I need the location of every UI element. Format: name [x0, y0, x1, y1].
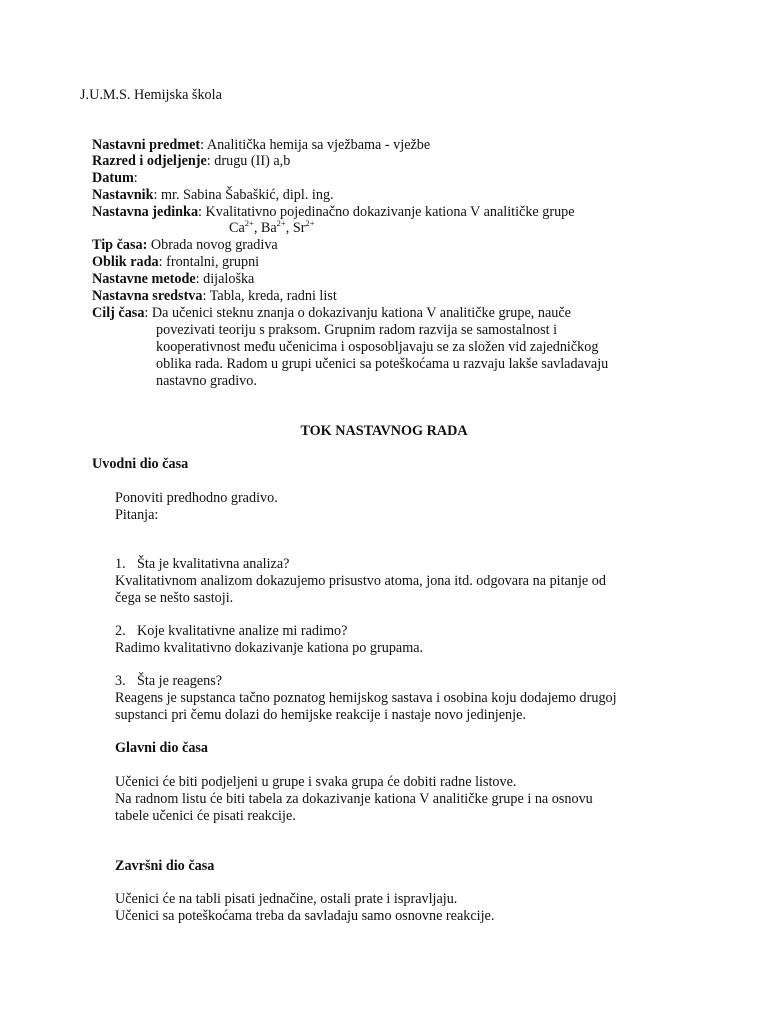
- ion-sr-charge: 2+: [305, 218, 315, 228]
- info-cilj: [92, 305, 571, 322]
- metode-value: : dijaloška: [195, 271, 255, 287]
- answer-line: čega se nešto sastoji.: [115, 590, 234, 606]
- cilj-line: kooperativnost među učenicima i osposobljavaju se za složen vid zajedničkog: [156, 339, 599, 355]
- info-sredstva: [92, 288, 337, 305]
- uvodni-line: Ponoviti predhodno gradivo.: [115, 490, 278, 506]
- question-1: [115, 556, 289, 573]
- datum-label: Datum: [92, 170, 134, 186]
- question-3: [115, 673, 222, 690]
- sredstva-label: Nastavna sredstva: [92, 288, 203, 304]
- question-2: [115, 623, 347, 640]
- answer-line: supstanci pri čemu dolazi do hemijske reakcije i nastaje novo jedinjenje.: [115, 707, 526, 723]
- datum-value: :: [133, 170, 138, 186]
- ion-ca-charge: 2+: [244, 218, 254, 228]
- question-text: Koje kvalitativne analize mi radimo?: [137, 623, 348, 639]
- glavni-heading: Glavni dio časa: [115, 740, 209, 756]
- sredstva-value: : Tabla, kreda, radni list: [202, 288, 337, 304]
- info-tip: [92, 237, 278, 254]
- school-name: J.U.M.S. Hemijska škola: [80, 87, 222, 103]
- oblik-label: Oblik rada: [92, 254, 159, 270]
- ion-ca: Ca: [229, 220, 245, 236]
- info-razred: [92, 153, 290, 170]
- cilj-label: Cilj časa: [92, 305, 145, 321]
- jedinka-value: : Kvalitativno pojedinačno dokazivanje kationa V analitičke grupe: [198, 204, 575, 220]
- glavni-line: Na radnom listu će biti tabela za dokazivanje kationa V analitičke grupe i na osnovu: [115, 791, 593, 807]
- answer-line: Radimo kvalitativno dokazivanje kationa po grupama.: [115, 640, 424, 656]
- nastavnik-value: : mr. Sabina Šabaškić, dipl. ing.: [153, 187, 334, 203]
- predmet-label: Nastavni predmet: [92, 137, 201, 153]
- ion-sr: Sr: [292, 220, 306, 236]
- zavrsni-line: Učenici će na tabli pisati jednačine, ostali prate i ispravljaju.: [115, 891, 458, 907]
- info-metode: [92, 271, 254, 288]
- cilj-line: povezivati teoriju s praksom. Grupnim radom razvija se samostalnost i: [156, 322, 558, 338]
- answer-line: Kvalitativnom analizom dokazujemo prisustvo atoma, jona itd. odgovara na pitanje od: [115, 573, 606, 589]
- tok-heading: TOK NASTAVNOG RADA: [300, 423, 468, 439]
- question-number: 2.: [115, 623, 126, 639]
- info-nastavnik: [92, 187, 334, 204]
- cilj-line: nastavno gradivo.: [156, 373, 257, 389]
- uvodni-line: Pitanja:: [115, 507, 159, 523]
- zavrsni-line: Učenici sa poteškoćama treba da savladaju samo osnovne reakcije.: [115, 908, 495, 924]
- info-jedinka: [92, 204, 575, 221]
- info-predmet: [92, 137, 430, 154]
- tip-value: Obrada novog gradiva: [147, 237, 278, 253]
- nastavnik-label: Nastavnik: [92, 187, 154, 203]
- zavrsni-heading: Završni dio časa: [115, 858, 215, 874]
- uvodni-heading: Uvodni dio časa: [92, 456, 189, 472]
- razred-label: Razred i odjeljenje: [92, 153, 207, 169]
- glavni-line: Učenici će biti podjeljeni u grupe i svaka grupa će dobiti radne listove.: [115, 774, 517, 790]
- ion-ba-charge: 2+: [276, 218, 286, 228]
- question-text: Šta je reagens?: [137, 673, 223, 689]
- cilj-line: : Da učenici steknu znanja o dokazivanju kationa V analitičke grupe, nauče: [144, 305, 571, 321]
- cilj-line: oblika rada. Radom u grupi učenici sa poteškoćama u razvaju lakše savladavaju: [156, 356, 609, 372]
- info-datum: [92, 170, 138, 187]
- predmet-value: : Analitička hemija sa vježbama - vježbe: [200, 137, 431, 153]
- razred-value: : drugu (II) a,b: [206, 153, 291, 169]
- glavni-line: tabele učenici će pisati reakcije.: [115, 808, 296, 824]
- ion-ba: Ba: [260, 220, 277, 236]
- answer-line: Reagens je supstanca tačno poznatog hemijskog sastava i osobina koju dodajemo drugoj: [115, 690, 617, 706]
- metode-label: Nastavne metode: [92, 271, 196, 287]
- info-oblik: [92, 254, 259, 271]
- question-number: 1.: [115, 556, 126, 572]
- info-ions: $Ca^{2+}$, $Ba^{2+}$, $Sr^{2+}$: [229, 218, 315, 236]
- jedinka-label: Nastavna jedinka: [92, 204, 199, 220]
- question-text: Šta je kvalitativna analiza?: [137, 556, 290, 572]
- oblik-value: : frontalni, grupni: [158, 254, 260, 270]
- tip-label: Tip časa:: [92, 237, 148, 253]
- question-number: 3.: [115, 673, 126, 689]
